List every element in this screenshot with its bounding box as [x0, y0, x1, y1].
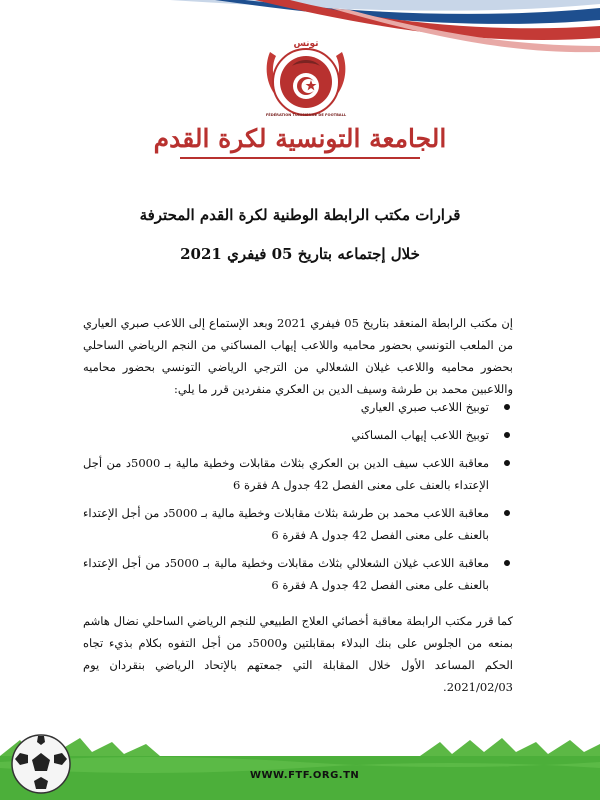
federation-name: الجامعة التونسية لكرة القدم — [153, 124, 447, 153]
grass-footer-decoration — [0, 722, 600, 800]
closing-paragraph: كما قرر مكتب الرابطة معاقبة أخصائي العلاج الطبيعي للنجم الرياضي الساحلي نضال هاشم بمنعه من الجلوس على بنك البدلاء بمقابلتين و5000د من أجل التفوه بكلام بذيء تجاه الحكم المساعد الأول خلال المقابلة التي جمعتهم بالإتحاد الرياضي بنقردان يوم 2021/02/03. — [83, 614, 513, 694]
decisions-list — [83, 396, 513, 602]
logo-top-text: تونس — [293, 39, 319, 49]
decision-item: توبيخ اللاعب إيهاب المساكني — [83, 424, 513, 446]
ftf-logo — [262, 30, 350, 118]
document-subtitle: خلال إجتماعه بتاريخ 05 فيفري 2021 — [180, 245, 420, 263]
football-icon — [10, 733, 72, 795]
decision-item: معاقبة اللاعب سيف الدين بن العكري بثلاث مقابلات وخطية مالية بـ 5000د من أجل الإعتداء بالعنف على معنى الفصل 42 جدول A فقرة 6 — [83, 452, 513, 496]
decision-item: معاقبة اللاعب غيلان الشعلالي بثلاث مقابلات وخطية مالية بـ 5000د من أجل الإعتداء بالعنف على معنى الفصل 42 جدول A فقرة 6 — [83, 552, 513, 596]
federation-name-underline — [180, 157, 420, 159]
document-title: قرارات مكتب الرابطة الوطنية لكرة القدم المحترفة — [139, 206, 461, 224]
intro-paragraph: إن مكتب الرابطة المنعقد بتاريخ 05 فيفري 2021 وبعد الإستماع إلى اللاعب صبري العياري من الملعب التونسي بحضور محاميه واللاعب إيهاب المساكني من النجم الرياضي الساحلي بحضور محاميه واللاعب غيلان الشعلالي من الترجي الرياضي التونسي بحضور محاميه واللاعبين محمد بن طرشة وسيف الدين بن العكري منفردين قرر ما يلي: — [83, 316, 513, 396]
logo-ring-text: FÉDÉRATION TUNISIENNE DE FOOTBALL — [265, 113, 347, 117]
decision-item: توبيخ اللاعب صبري العياري — [83, 396, 513, 418]
website-url: WWW.FTF.ORG.TN — [250, 770, 360, 781]
decision-item: معاقبة اللاعب محمد بن طرشة بثلاث مقابلات وخطية مالية بـ 5000د من أجل الإعتداء بالعنف على معنى الفصل 42 جدول A فقرة 6 — [83, 502, 513, 546]
